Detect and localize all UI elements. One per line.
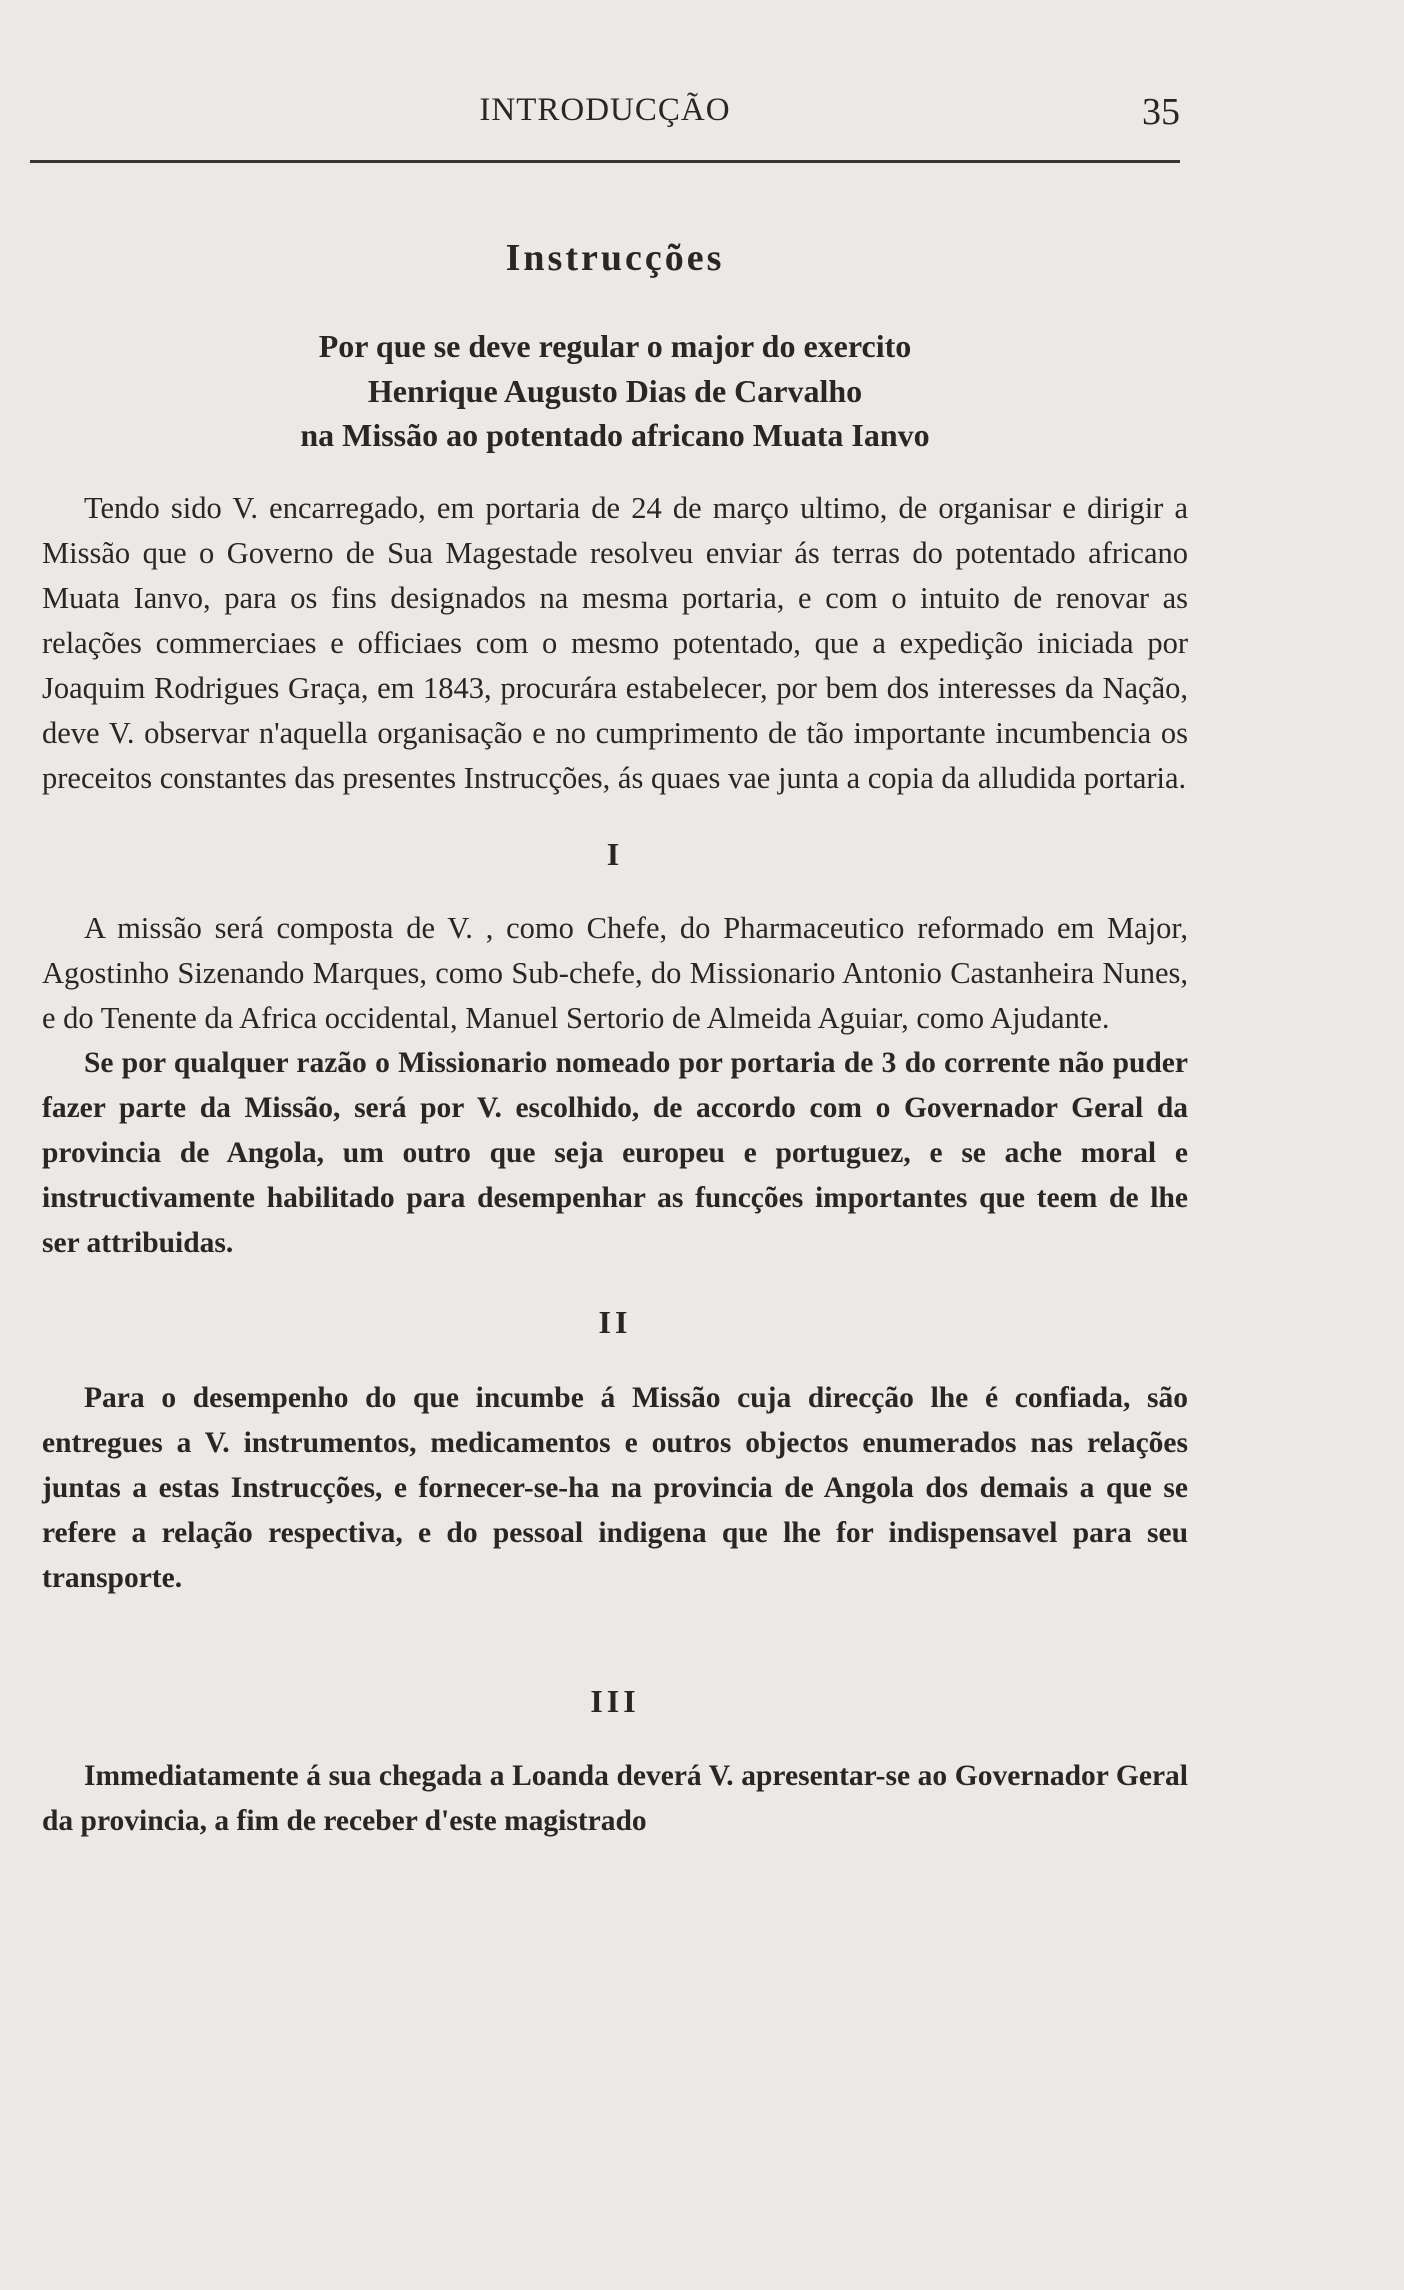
document-title: Instrucções bbox=[505, 237, 725, 279]
section-number: II bbox=[598, 1303, 632, 1340]
section-paragraph: Se por qualquer razão o Missionario nomeado por portaria de 3 do corrente não puder fazer parte da Missão, será por V. escolhido, de accordo com o Governador Geral da provincia de Angola, um outro que seja europeu e portuguez, e se ache moral e instructivamente habilitado para desempenhar as funcções importantes que teem de lhe ser attribuidas. bbox=[42, 1046, 1188, 1259]
document-subtitle bbox=[42, 324, 1188, 458]
intro-paragraph: Tendo sido V. encarregado, em portaria de 24 de março ultimo, de organisar e dirigir a Missão que o Governo de Sua Magestade resolveu enviar ás terras do potentado africano Muata Ianvo, para os fins designados na mesma portaria, e com o intuito de renovar as relações commerciaes e officiaes com o mesmo potentado, que a expedição iniciada por Joaquim Rodrigues Graça, em 1843, procurára estabelecer, por bem dos interesses da Nação, deve V. observar n'aquella organisação e no cumprimento de tão importante incumbencia os preceitos constantes das presentes Instrucções, ás quaes vae junta a copia da alludida portaria. bbox=[42, 490, 1188, 795]
page-header bbox=[30, 92, 1180, 142]
page-number: 35 bbox=[1142, 91, 1180, 133]
subtitle-line: Por que se deve regular o major do exercito bbox=[318, 328, 912, 364]
section-number: I bbox=[606, 835, 624, 872]
page-content bbox=[42, 236, 1188, 1844]
section-paragraph: Para o desempenho do que incumbe á Missão cuja direcção lhe é confiada, são entregues a V. instrumentos, medicamentos e outros objectos enumerados nas relações juntas a estas Instrucções, e fornecer-se-ha na provincia de Angola dos demais a que se refere a relação respectiva, e do pessoal indigena que lhe for indispensavel para seu transporte. bbox=[42, 1381, 1188, 1594]
subtitle-line: Henrique Augusto Dias de Carvalho bbox=[367, 372, 863, 409]
section-paragraph: A missão será composta de V. , como Chefe, do Pharmaceutico reformado em Major, Agostinho Sizenando Marques, como Sub-chefe, do Missionario Antonio Castanheira Nunes, e do Tenente da Africa occidental, Manuel Sertorio de Almeida Aguiar, como Ajudante. bbox=[42, 910, 1188, 1035]
subtitle-line: na Missão ao potentado africano Muata Ianvo bbox=[300, 417, 930, 453]
header-rule bbox=[30, 160, 1180, 163]
section-paragraph: Immediatamente á sua chegada a Loanda deverá V. apresentar-se ao Governador Geral da provincia, a fim de receber d'este magistrado bbox=[42, 1759, 1188, 1837]
running-title: INTRODUCÇÃO bbox=[479, 92, 731, 128]
section-number: III bbox=[590, 1682, 640, 1719]
